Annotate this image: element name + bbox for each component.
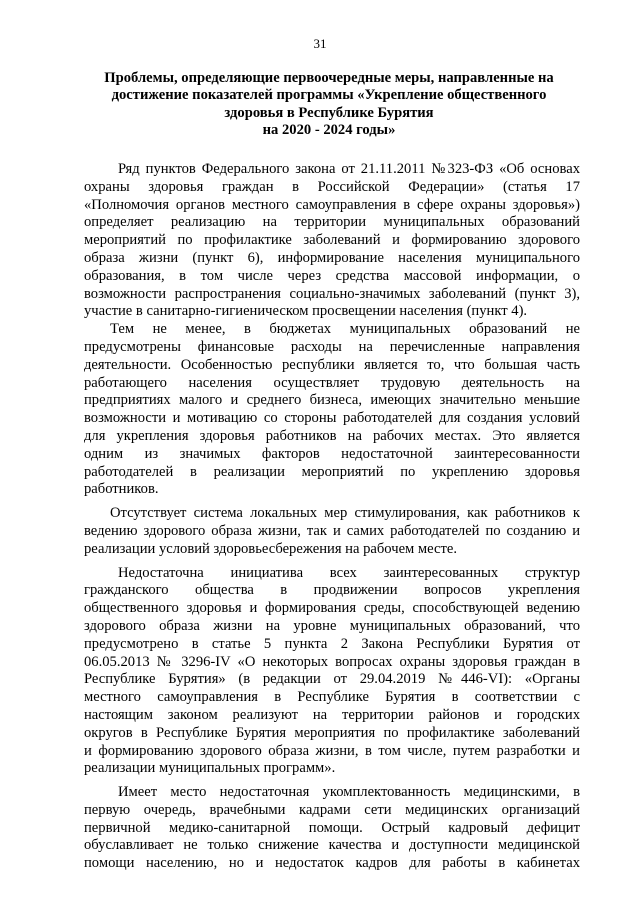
text-line: Отсутствует система локальных мер стимулирования, как работников к [110,505,580,522]
text-line: работников. [84,481,159,498]
paragraph-incentives [84,505,580,558]
text-line: Тем не менее, в бюджетах муниципальных образований не [110,321,580,338]
document-body [84,161,580,873]
text-line: общественного здоровья и формирования среды, способствующей ведению [84,600,580,617]
text-line: предусмотрено в статье 5 пункта 2 Закона Республики Бурятия от [84,635,580,652]
title-line: достижение показателей программы «Укрепление общественного [111,87,547,104]
title-line: на 2020 - 2024 годы» [262,122,396,139]
text-line: одним из значимых факторов недостаточной заинтересованности [84,445,580,462]
text-line: участие в санитарно-гигиеническом просвещении населения (пункт 4). [84,303,528,320]
text-line: возможности и мотивацию со стороны работодателей для создания условий [84,410,580,427]
title-line: здоровья в Республике Бурятия [224,104,434,121]
text-line: реализации условий здоровьесбережения на рабочем месте. [84,540,457,557]
text-line: 06.05.2013 № 3296-IV «О некоторых вопросах охраны здоровья граждан в [84,653,580,670]
text-line: Имеет место недостаточная укомплектованность медицинскими, в [118,784,580,801]
text-line: помощи населению, но и недостаток кадров для работы в кабинетах [84,855,580,872]
paragraph-federal-law [84,161,580,321]
text-line: ведению здорового образа жизни, так и самих работодателей по созданию и [84,522,580,539]
text-line: реализации муниципальных программ». [84,760,336,777]
text-line: Недостаточна инициатива всех заинтересованных структур [118,564,580,581]
paragraph-municipal-budgets [84,321,580,499]
text-line: предприятиях малого и среднего бизнеса, имеющих значительно меньшие [84,392,580,409]
text-line: образования, в том числе через средства массовой информации, о [84,267,580,284]
text-line: работодателей в реализации мероприятий по укреплению здоровья [84,463,580,480]
section-title [90,70,568,140]
text-line: Республике Бурятия» (в редакции от 29.04.2019 №446-VI): «Органы [84,671,580,688]
page-number: 31 [313,36,327,51]
text-line: деятельности. Особенностью республики является то, что большая часть [84,356,580,373]
text-line: работающего населения осуществляет трудовую деятельность на [84,374,580,391]
text-line: местного самоуправления в Республике Бурятия в соответствии с [84,689,580,706]
text-line: определяет реализацию на территории муниципальных образований [84,214,580,231]
title-line: Проблемы, определяющие первоочередные меры, направленные на [104,70,554,86]
text-line: гражданского общества в продвижении вопросов укрепления [84,582,580,599]
text-line: округов в Республике Бурятия мероприятия по профилактике заболеваний [84,724,580,741]
text-line: «Полномочия органов местного самоуправления в сфере охраны здоровья») [84,196,580,213]
text-line: мероприятий по профилактике заболеваний и формированию здорового [84,232,580,249]
text-line: для укрепления здоровья работников на рабочих местах. Это является [84,427,580,444]
text-line: здорового образа жизни на уровне муниципальных образований, что [84,617,580,634]
text-line: Ряд пунктов Федерального закона от 21.11.2011 №323-ФЗ «Об основах [118,161,580,177]
text-line: и формированию здорового образа жизни, в том числе, путем разработки и [84,742,580,759]
text-line: настоящим законом реализуют на территории районов и городских [84,706,580,723]
text-line: образа жизни (пункт 6), информирование населения муниципального [84,249,580,266]
text-line: охраны здоровья граждан в Российской Федерации» (статья 17 [84,178,580,195]
text-line: обуславливает не только снижение качества и доступности медицинской [84,837,580,854]
paragraph-staffing [84,784,580,873]
text-line: предусмотрены финансовые расходы на перечисленные направления [84,338,580,355]
text-line: первичной медико-санитарной помощи. Острый кадровый дефицит [84,819,580,836]
text-line: возможности распространения социально-значимых заболеваний (пункт 3), [84,285,580,302]
text-line: первую очередь, врачебными кадрами сети медицинских организаций [84,801,580,818]
paragraph-civil-society [84,565,580,779]
